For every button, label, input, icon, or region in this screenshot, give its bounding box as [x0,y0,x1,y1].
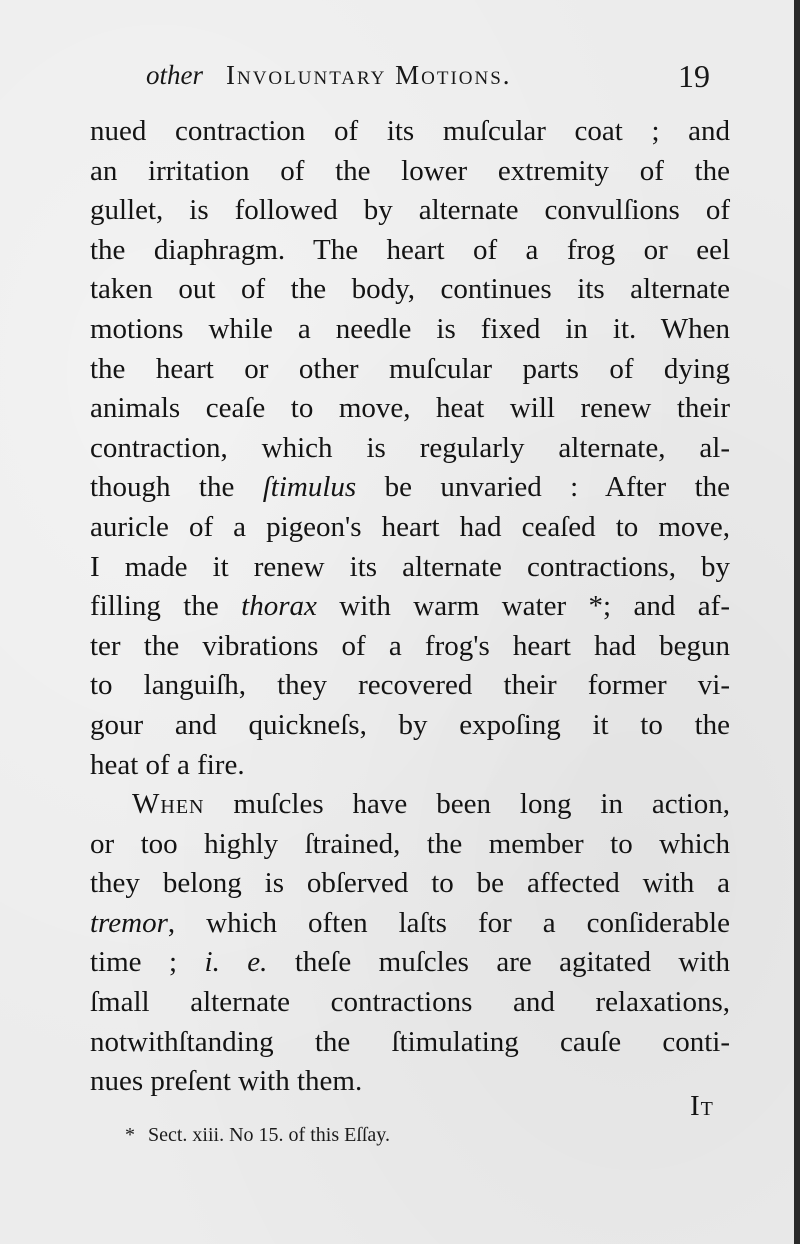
footnote [125,1124,390,1147]
text-line: or too highly ſtrained, the member to which [90,827,730,860]
text-run: muſcles have been long in action, [204,788,730,821]
catchword: It [690,1090,714,1122]
italic-word: i. e. [204,946,268,979]
text-line: the heart or other muſcular parts of dying [90,352,730,385]
text-line: motions while a needle is fixed in it. When [90,312,730,345]
text-line: ſmall alternate contractions and relaxations, [90,986,730,1019]
text-line: taken out of the body, continues its alternate [90,273,730,306]
text-line: gour and quickneſs, by expoſing it to the [90,708,730,741]
text-line: contraction, which is regularly alternate, al- [90,431,730,464]
body-text [90,112,730,1102]
italic-word: ſtimulus [262,471,357,504]
text-line [90,904,730,944]
page-number: 19 [678,58,710,94]
text-line: gullet, is followed by alternate convulſions of [90,194,730,227]
text-line: nued contraction of its muſcular coat ; and [90,115,730,147]
italic-word: tremor [90,906,168,939]
text-line [90,785,730,825]
italic-word: thorax [241,590,317,623]
text-line [90,468,730,508]
text-run: theſe muſcles are agitated with [267,946,730,979]
text-line: an irritation of the lower extremity of the [90,154,730,187]
running-head [0,58,800,98]
text-line [90,943,730,983]
text-line: the diaphragm. The heart of a frog or eel [90,233,730,266]
text-run: with warm water *; and af- [316,590,730,623]
footnote-asterisk: * [125,1124,135,1146]
text-run: filling the [90,590,242,623]
text-line [90,587,730,627]
text-line: animals ceaſe to move, heat will renew their [90,392,730,425]
text-run: , which often laſts for a conſiderable [167,906,730,939]
text-line: heat of a fire. [90,748,245,781]
text-line: nues preſent with them. [90,1065,363,1098]
running-head-title: Involuntary Motions. [226,60,512,90]
paragraph-lead-caps: When [132,788,205,821]
footnote-text: Sect. xiii. No 15. of this Eſſay. [148,1124,391,1146]
text-line: to languiſh, they recovered their former vi- [90,669,730,702]
text-line: auricle of a pigeon's heart had ceaſed to move, [90,510,730,543]
text-run: time ; [90,946,205,979]
text-line: they belong is obſerved to be affected with a [90,867,730,900]
text-run: be unvaried : After the [356,471,730,504]
text-line: I made it renew its alternate contractions, by [90,550,730,583]
text-run: though the [90,471,263,504]
running-head-italic: other [146,60,203,90]
text-line: notwithſtanding the ſtimulating cauſe conti- [90,1025,730,1058]
text-line: ter the vibrations of a frog's heart had begun [90,629,730,662]
